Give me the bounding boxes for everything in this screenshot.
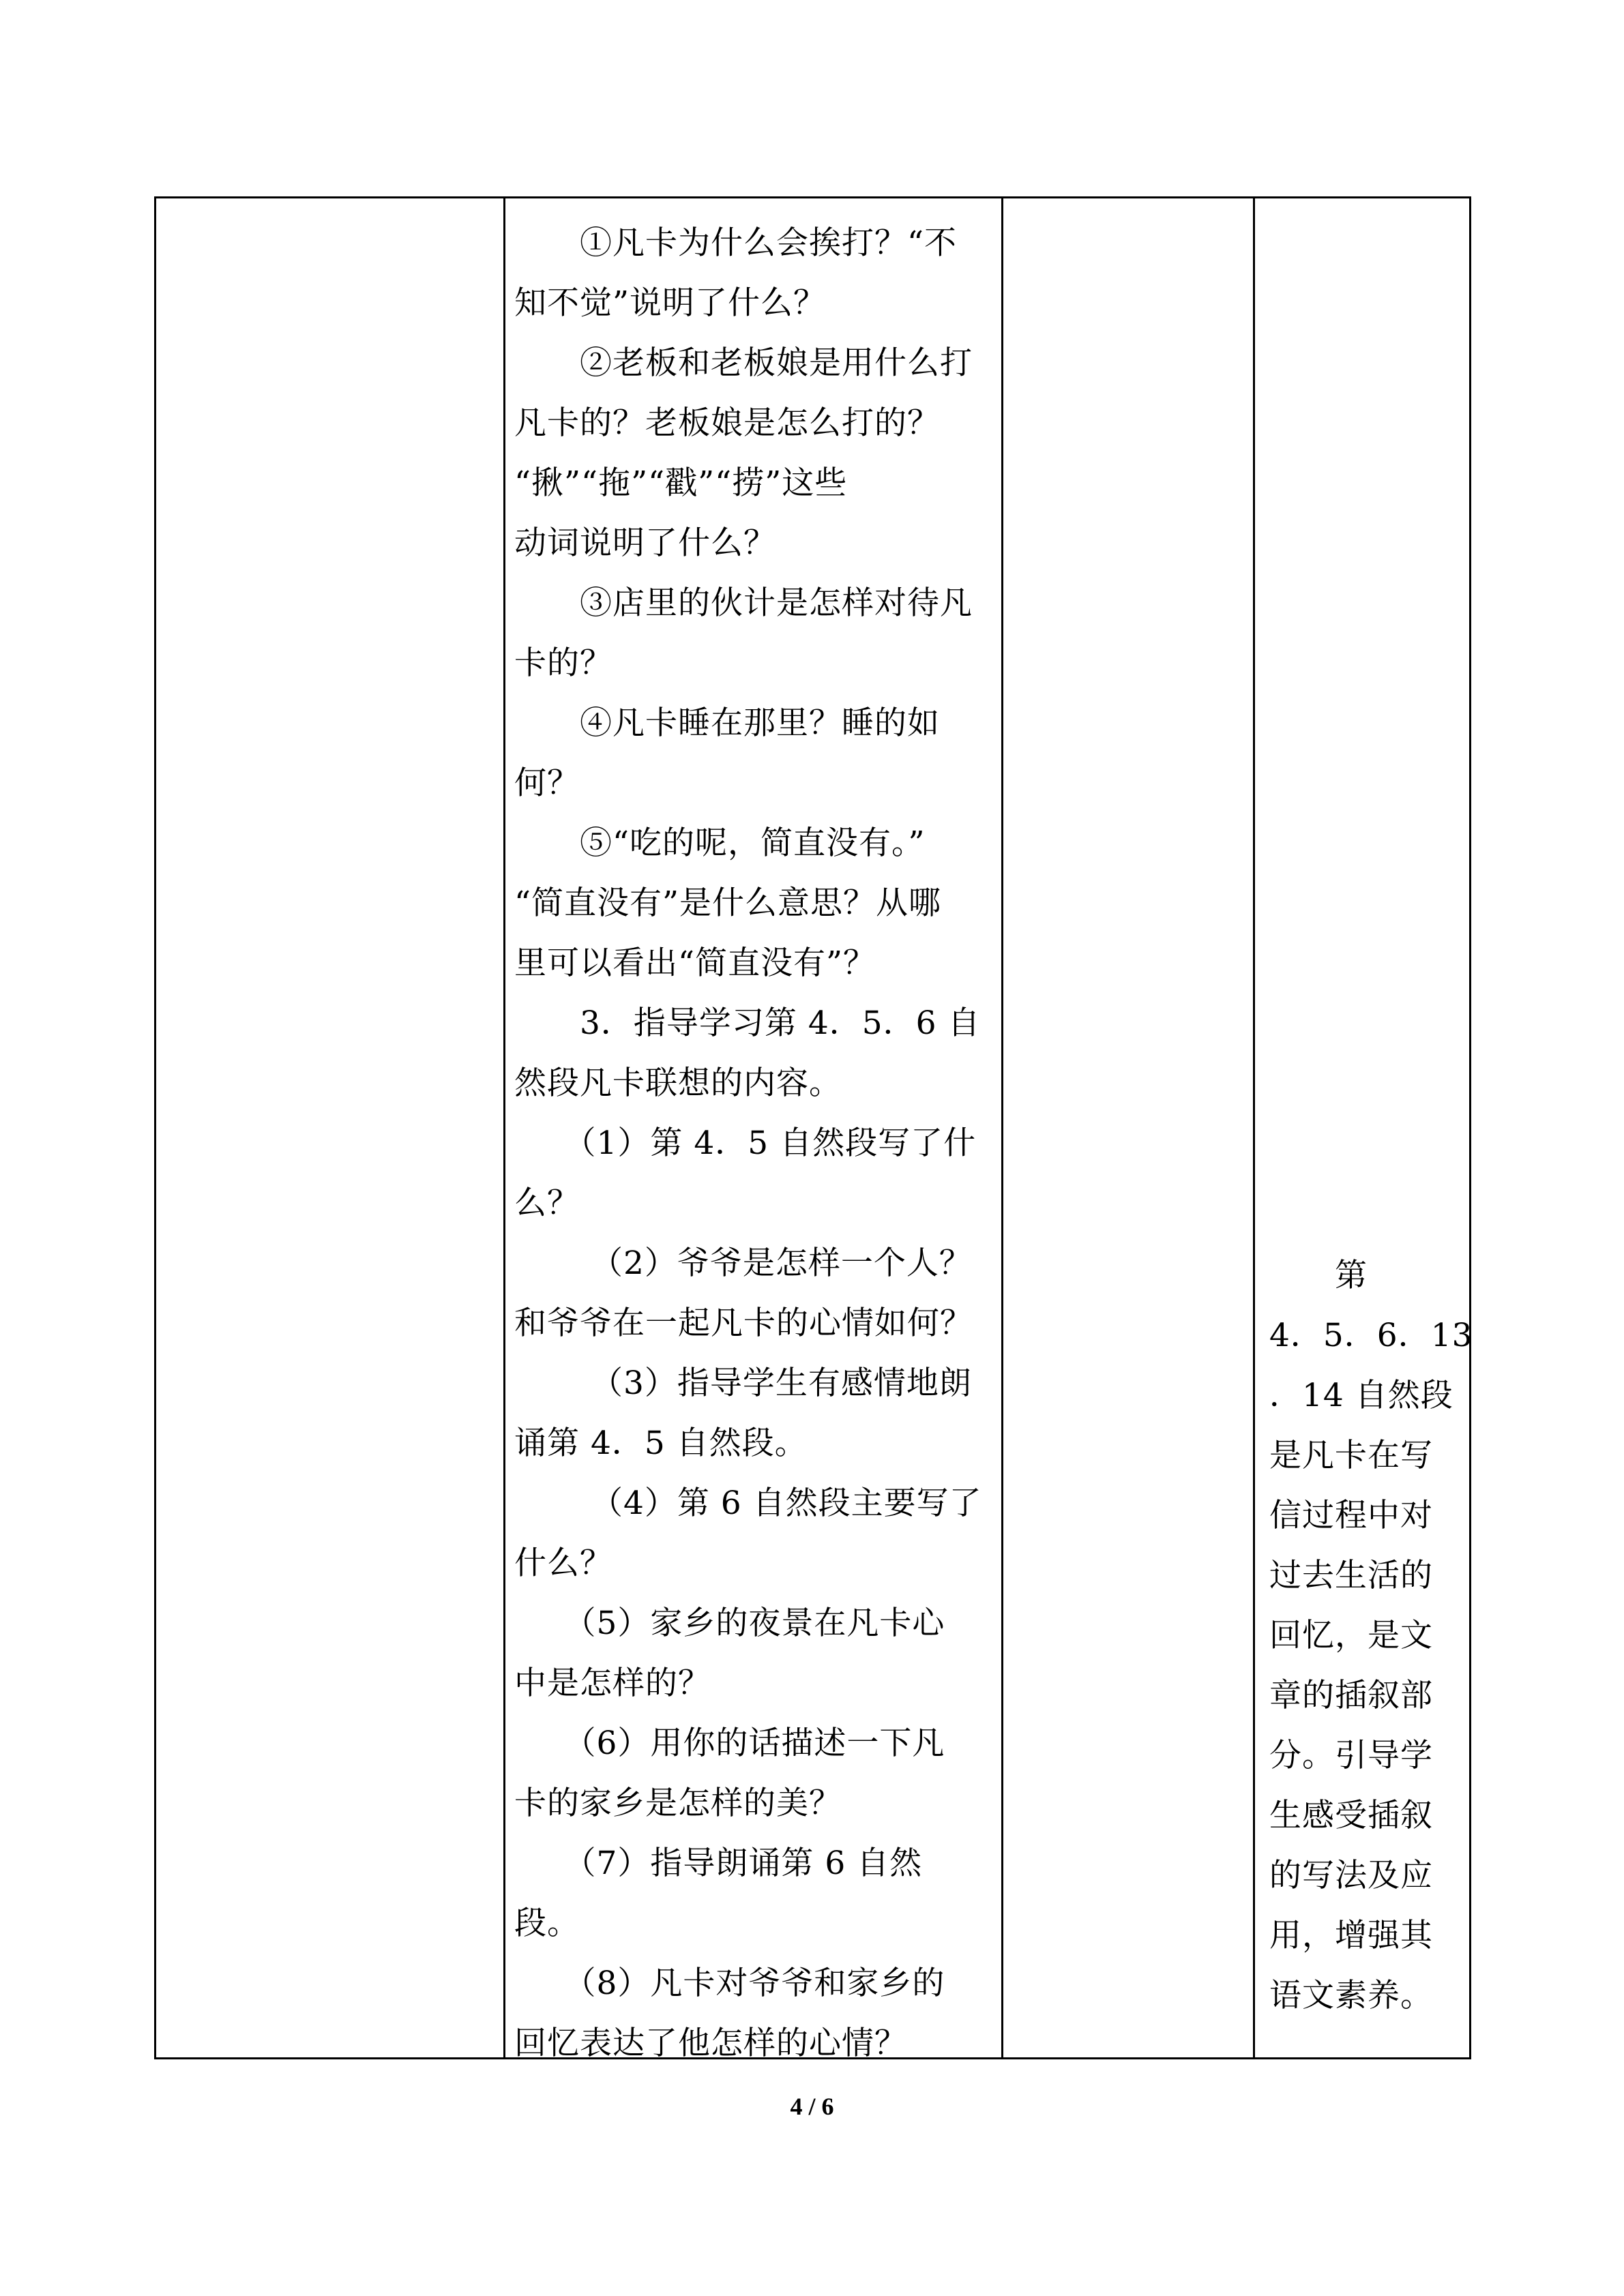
text-line: 诵第 4．5 自然段。 — [514, 1425, 808, 1462]
text-line: 何？ — [514, 764, 580, 802]
text-line: ③店里的伙计是怎样对待凡 — [514, 584, 973, 622]
text-line: ④凡卡睡在那里？睡的如 — [514, 704, 940, 742]
text-line: 卡的家乡是怎样的美？ — [514, 1785, 842, 1822]
note-line: 分。引导学 — [1269, 1737, 1433, 1774]
text-line: ②老板和老板娘是用什么打 — [514, 344, 973, 382]
text-line: 里可以看出“简直没有”？ — [514, 944, 876, 982]
teaching-process-text — [514, 213, 984, 2074]
text-line: 和爷爷在一起凡卡的心情如何？ — [514, 1304, 973, 1342]
text-line: （6）用你的话描述一下凡 — [514, 1725, 945, 1762]
text-line: （7）指导朗诵第 6 自然 — [514, 1845, 923, 1882]
text-line: （8）凡卡对爷爷和家乡的 — [514, 1965, 945, 2002]
text-line: （5）家乡的夜景在凡卡心 — [514, 1605, 945, 1642]
design-intent-text — [1269, 1246, 1473, 2026]
note-line: 用，增强其 — [1269, 1917, 1433, 1954]
note-line: ．14 自然段 — [1269, 1377, 1453, 1414]
text-line: 3．指导学习第 4．5．6 自 — [514, 1004, 981, 1042]
text-line: 什么？ — [514, 1545, 612, 1582]
note-line: 过去生活的 — [1269, 1557, 1433, 1594]
text-line: 然段凡卡联想的内容。 — [514, 1064, 842, 1102]
column-divider-3 — [1253, 198, 1255, 2057]
text-line: （3）指导学生有感情地朗 — [514, 1365, 972, 1402]
note-line: 生感受插叙 — [1269, 1797, 1433, 1834]
note-line: 语文素养。 — [1269, 1977, 1433, 2014]
page-number: 4 / 6 — [790, 2093, 834, 2120]
note-line: 回忆，是文 — [1269, 1617, 1433, 1654]
lesson-plan-table — [154, 196, 1473, 2062]
text-line: （2）爷爷是怎样一个人？ — [514, 1244, 972, 1282]
note-line: 信过程中对 — [1269, 1497, 1433, 1534]
text-line: 知不觉”说明了什么？ — [514, 284, 827, 322]
note-line: 4．5．6．13 — [1269, 1317, 1473, 1354]
text-line: ①凡卡为什么会挨打？“不 — [514, 224, 958, 262]
note-line: 章的插叙部 — [1269, 1677, 1433, 1714]
text-line: （1）第 4．5 自然段写了什 — [514, 1124, 977, 1162]
text-line: 动词说明了什么？ — [514, 524, 776, 562]
text-line: ⑤“吃的呢，简直没有。” — [514, 824, 926, 862]
design-intent-column — [1256, 198, 1473, 2057]
note-line: 第 — [1269, 1257, 1368, 1294]
text-line: “简直没有”是什么意思？从哪 — [514, 884, 942, 922]
text-line: “揪”“拖”“戳”“捞”这些 — [514, 464, 848, 502]
note-line: 是凡卡在写 — [1269, 1437, 1433, 1474]
teaching-process-column — [506, 198, 1004, 2062]
text-line: 么？ — [514, 1184, 580, 1222]
text-line: 段。 — [514, 1905, 580, 1942]
text-line: 中是怎样的？ — [514, 1665, 711, 1702]
column-divider-1 — [503, 198, 505, 2057]
note-line: 的写法及应 — [1269, 1857, 1433, 1894]
text-line: 回忆表达了他怎样的心情？ — [514, 2025, 907, 2062]
text-line: （4）第 6 自然段主要写了 — [514, 1485, 982, 1522]
text-line: 卡的？ — [514, 644, 612, 682]
text-line: 凡卡的？老板娘是怎么打的？ — [514, 404, 940, 442]
